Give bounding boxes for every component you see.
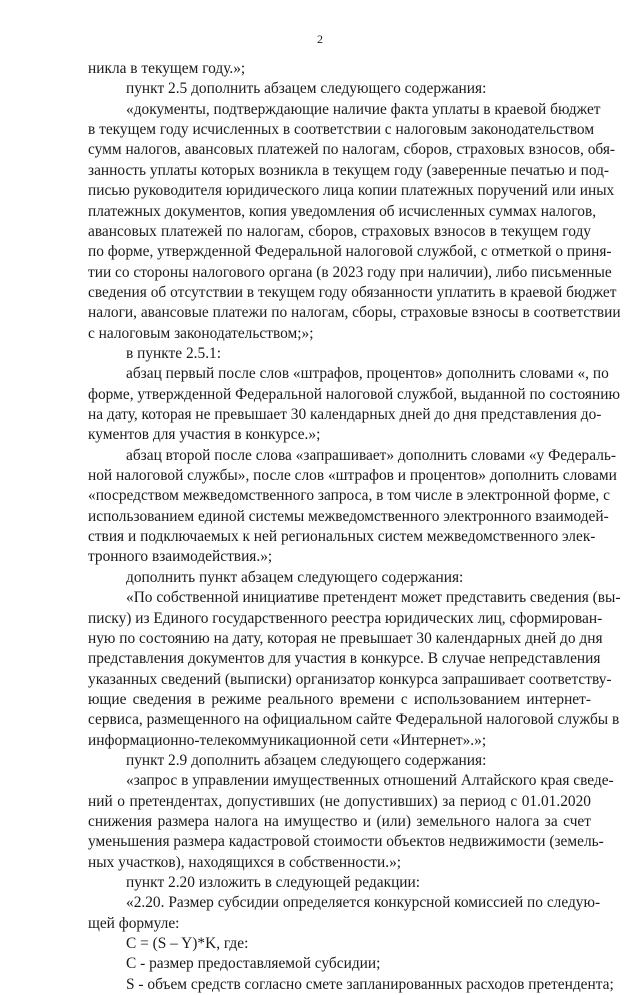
text-line: C = (S – Y)*K, где: (126, 935, 249, 953)
page-number: 2 (317, 32, 323, 46)
text-line: налоги, авансовые платежи по налогам, сборы, страховые взносы в соответствии (88, 304, 621, 322)
text-line: тронного взаимодействия.»; (88, 548, 273, 566)
text-line: сервиса, размещенного на официальном сайте Федеральной налоговой службы в (88, 711, 620, 729)
text-line: ных участков), находящихся в собственности.»; (88, 853, 402, 871)
text-line: дополнить пункт абзацем следующего содержания: (126, 568, 464, 586)
text-line: S - объем средств согласно смете запланированных расходов претендента; (126, 975, 614, 993)
text-line: ний о претендентах, допустивших (не допустивших) за период с 01.01.2020 (88, 792, 591, 810)
text-line: информационно-телекоммуникационной сети «Интернет».»; (88, 731, 487, 749)
text-line: сведения об отсутствии в текущем году обязанности уплатить в краевой бюджет (88, 283, 617, 301)
text-line: пункт 2.5 дополнить абзацем следующего содержания: (126, 80, 487, 98)
text-line: в пункте 2.5.1: (126, 344, 222, 362)
text-line: «запрос в управлении имущественных отношений Алтайского края сведе- (126, 772, 614, 790)
text-line: ную по состоянию на дату, которая не превышает 30 календарных дней до дня (88, 629, 603, 647)
text-line: никла в текущем году.»; (88, 60, 246, 77)
text-line: платежных документов, копия уведомления об исчисленных суммах налогов, (88, 202, 597, 220)
text-line: писью руководителя юридического лица копии платежных поручений или иных (88, 182, 615, 200)
text-line: пункт 2.20 изложить в следующей редакции: (126, 874, 421, 891)
text-line: писку) из Единого государственного реестра юридических лиц, сформирован- (88, 609, 603, 627)
text-line: абзац второй после слова «запрашивает» дополнить словами «у Федераль- (126, 446, 617, 464)
text-line: ствия и подключаемых к ней региональных систем межведомственного элек- (88, 528, 596, 545)
text-line: тии со стороны налогового органа (в 2023 году при наличии), либо письменные (88, 263, 612, 281)
text-line: «посредством межведомственного запроса, в том числе в электронной форме, с (88, 487, 610, 505)
text-line: ной налоговой службы», после слов «штрафов и процентов» дополнить словами (88, 467, 617, 484)
text-line: сумм налогов, авансовых платежей по налогам, сборов, страховых взносов, обя- (88, 141, 616, 159)
text-line: C - размер предоставляемой субсидии; (126, 955, 381, 973)
text-line: уменьшения размера кадастровой стоимости объектов недвижимости (земель- (88, 833, 604, 851)
text-line: ющие сведения в режиме реального времени с использованием интернет- (88, 690, 591, 708)
text-line: снижения размера налога на имущество и (или) земельного налога за счет (88, 813, 591, 830)
text-line: авансовых платежей по налогам, сборов, страховых взносов в текущем году (88, 222, 591, 240)
text-line: указанных сведений (выписки) организатор конкурса запрашивает соответству- (88, 670, 612, 688)
text-line: занность уплаты которых возникла в текущем году (заверенные печатью и под- (88, 161, 610, 179)
text-line: пункт 2.9 дополнить абзацем следующего содержания: (126, 751, 487, 769)
text-line: форме, утвержденной Федеральной налоговой службой, выданной по состоянию (88, 385, 620, 403)
text-line: в текущем году исчисленных в соответствии с налоговым законодательством (88, 121, 595, 139)
text-line: использованием единой системы межведомственного электронного взаимодей- (88, 507, 609, 525)
text-line: абзац первый после слов «штрафов, процентов» дополнить словами «, по (126, 365, 609, 383)
text-line: щей формуле: (88, 914, 180, 932)
text-line: на дату, которая не превышает 30 календарных дней до дня представления до- (88, 406, 602, 423)
text-line: по форме, утвержденной Федеральной налоговой службой, с отметкой о приня- (88, 243, 612, 261)
text-line: «2.20. Размер субсидии определяется конкурсной комиссией по следую- (126, 894, 601, 912)
text-line: «документы, подтверждающие наличие факта уплаты в краевой бюджет (126, 100, 601, 118)
text-line: с налоговым законодательством;»; (88, 324, 314, 342)
text-line: кументов для участия в конкурсе.»; (88, 426, 321, 444)
text-line: представления документов для участия в конкурсе. В случае непредставления (88, 650, 601, 668)
text-line: «По собственной инициативе претендент может представить сведения (вы- (126, 589, 621, 607)
